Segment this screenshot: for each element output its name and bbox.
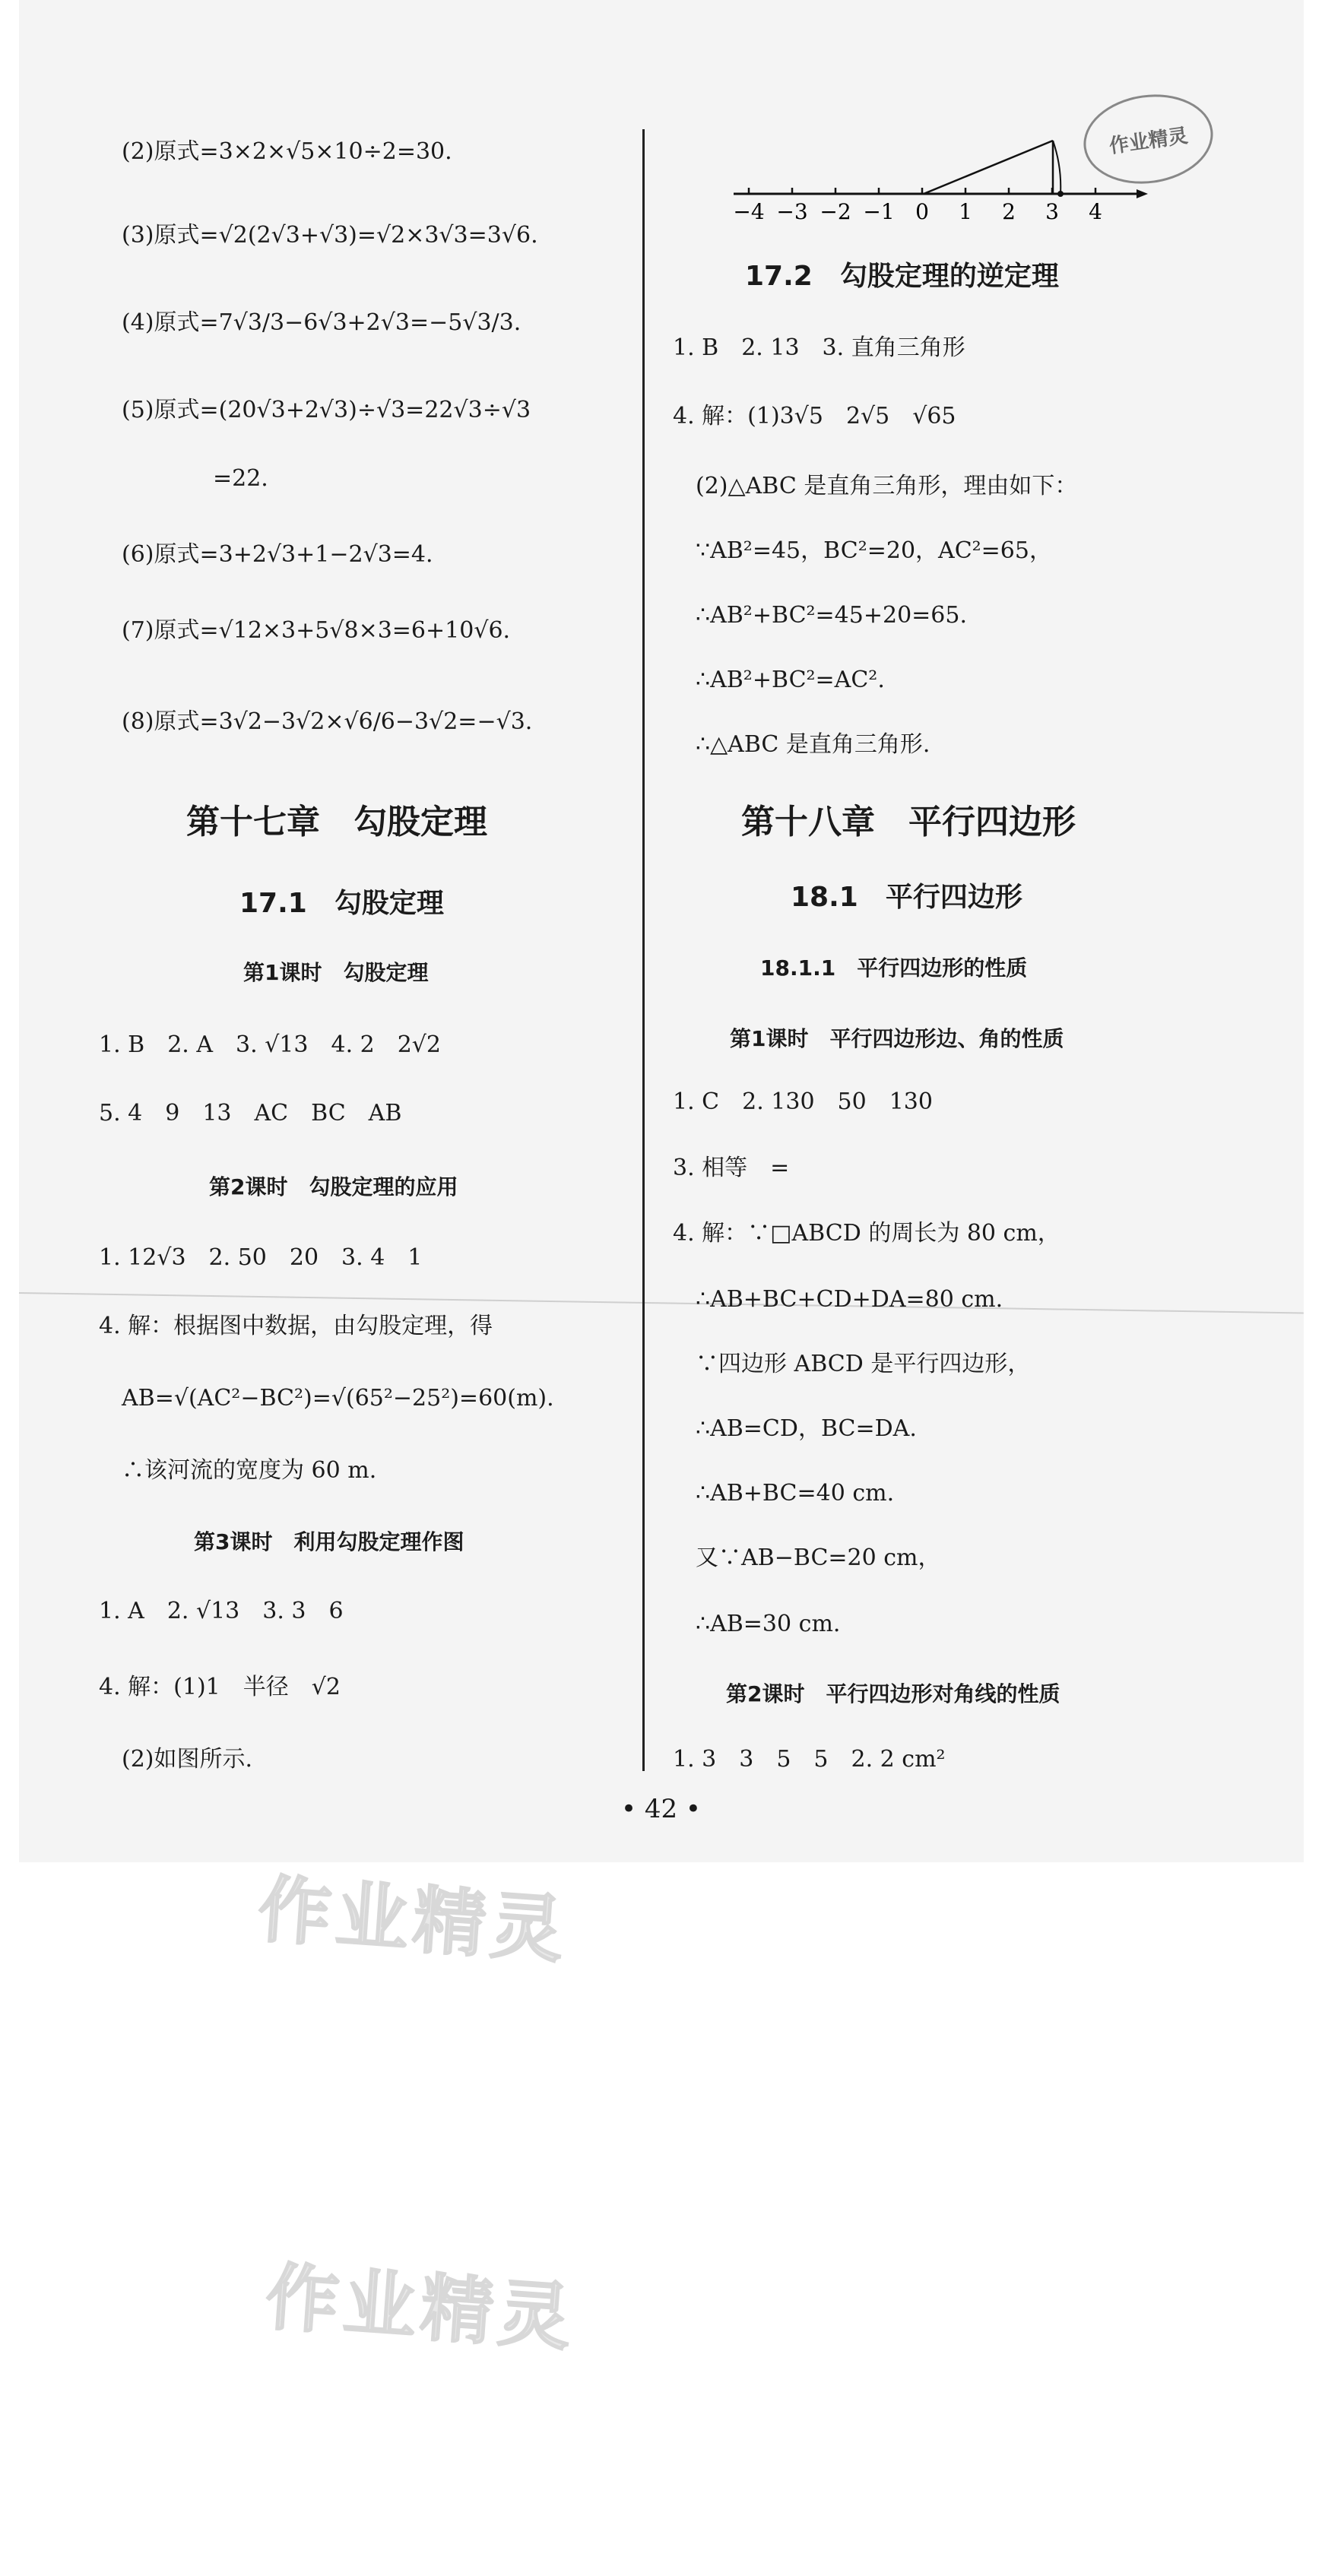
answer-line: 4. 解：∵□ABCD 的周长为 80 cm， bbox=[673, 1220, 1060, 1247]
chapter-title: 第十八章 平行四边形 bbox=[741, 803, 1076, 841]
number-line-tick-label: −2 bbox=[820, 199, 851, 224]
answer-line: 1. 12√3 2. 50 20 3. 4 1 bbox=[99, 1244, 423, 1271]
section-title: 17.1 勾股定理 bbox=[239, 888, 444, 919]
answer-line: 5. 4 9 13 AC BC AB bbox=[99, 1100, 402, 1126]
answer-line: (5)原式=(20√3+2√3)÷√3=22√3÷√3 bbox=[122, 397, 531, 423]
lesson-title: 第2课时 勾股定理的应用 bbox=[209, 1174, 458, 1199]
section-title: 18.1 平行四边形 bbox=[791, 882, 1022, 913]
answer-line: (6)原式=3+2√3+1−2√3=4. bbox=[122, 541, 433, 568]
answer-line: ∴AB²+BC²=AC². bbox=[696, 667, 885, 693]
answer-line: (2)如图所示. bbox=[122, 1746, 253, 1773]
answer-line: (7)原式=√12×3+5√8×3=6+10√6. bbox=[122, 617, 511, 644]
watermark: 作业精灵 bbox=[263, 2254, 579, 2362]
number-line-tick-label: 3 bbox=[1045, 199, 1059, 224]
answer-line: 4. 解：根据图中数据，由勾股定理，得 bbox=[99, 1313, 493, 1339]
number-line-tick-label: 4 bbox=[1089, 199, 1102, 224]
answer-line: ∴△ABC 是直角三角形. bbox=[696, 731, 930, 758]
answer-line: (8)原式=3√2−3√2×√6/6−3√2=−√3. bbox=[122, 708, 533, 735]
answer-line: ∴AB=30 cm. bbox=[696, 1611, 841, 1637]
section-title: 17.2 勾股定理的逆定理 bbox=[745, 261, 1059, 292]
answer-line: 1. C 2. 130 50 130 bbox=[673, 1088, 933, 1115]
answer-line: (3)原式=√2(2√3+√3)=√2×3√3=3√6. bbox=[122, 222, 538, 249]
number-line-tick-label: 0 bbox=[915, 199, 929, 224]
number-line-tick-label: −4 bbox=[733, 199, 765, 224]
answer-line: (2)△ABC 是直角三角形，理由如下： bbox=[696, 473, 1078, 499]
answer-line: ∵AB²=45，BC²=20，AC²=65， bbox=[696, 537, 1052, 564]
page-paper bbox=[19, 0, 1304, 1862]
answer-line: 4. 解：(1)1 半径 √2 bbox=[99, 1674, 341, 1700]
answer-line: 4. 解：(1)3√5 2√5 √65 bbox=[673, 403, 956, 429]
lesson-title: 第2课时 平行四边形对角线的性质 bbox=[726, 1681, 1060, 1706]
answer-line: (4)原式=7√3/3−6√3+2√3=−5√3/3. bbox=[122, 309, 522, 336]
number-line-tick-label: −1 bbox=[863, 199, 895, 224]
stamp-logo: 作业精灵 bbox=[1078, 87, 1219, 192]
answer-line: ∴AB=CD，BC=DA. bbox=[696, 1415, 917, 1442]
page-number: • 42 • bbox=[621, 1794, 701, 1824]
answer-line: 1. B 2. 13 3. 直角三角形 bbox=[673, 334, 965, 361]
number-line-tick-label: 1 bbox=[959, 199, 972, 224]
answer-line: 1. 3 3 5 5 2. 2 cm² bbox=[673, 1746, 946, 1773]
answer-line: =22. bbox=[213, 465, 268, 492]
lesson-title: 第1课时 勾股定理 bbox=[243, 960, 429, 985]
answer-line: ∵四边形 ABCD 是平行四边形， bbox=[696, 1351, 1031, 1377]
answer-line: ∴AB²+BC²=45+20=65. bbox=[696, 602, 968, 629]
number-line-tick-label: 2 bbox=[1002, 199, 1016, 224]
answer-line: ∴AB+BC=40 cm. bbox=[696, 1480, 895, 1507]
answer-line: 3. 相等 = bbox=[673, 1155, 790, 1181]
chapter-title: 第十七章 勾股定理 bbox=[186, 803, 487, 841]
watermark: 作业精灵 bbox=[255, 1866, 571, 1974]
column-divider bbox=[642, 129, 645, 1771]
answer-line: (2)原式=3×2×√5×10÷2=30. bbox=[122, 138, 452, 165]
answer-line: 又∵AB−BC=20 cm， bbox=[696, 1545, 941, 1571]
answer-line: ∴该河流的宽度为 60 m. bbox=[122, 1457, 377, 1484]
answer-line: 1. A 2. √13 3. 3 6 bbox=[99, 1598, 344, 1624]
lesson-title: 第1课时 平行四边形边、角的性质 bbox=[730, 1026, 1064, 1051]
answer-line: 1. B 2. A 3. √13 4. 2 2√2 bbox=[99, 1031, 442, 1058]
answer-line: AB=√(AC²−BC²)=√(65²−25²)=60(m). bbox=[122, 1385, 554, 1412]
subsection-title: 18.1.1 平行四边形的性质 bbox=[760, 955, 1028, 981]
lesson-title: 第3课时 利用勾股定理作图 bbox=[194, 1529, 464, 1554]
number-line-tick-label: −3 bbox=[776, 199, 808, 224]
answer-line: ∴AB+BC+CD+DA=80 cm. bbox=[696, 1286, 1003, 1313]
